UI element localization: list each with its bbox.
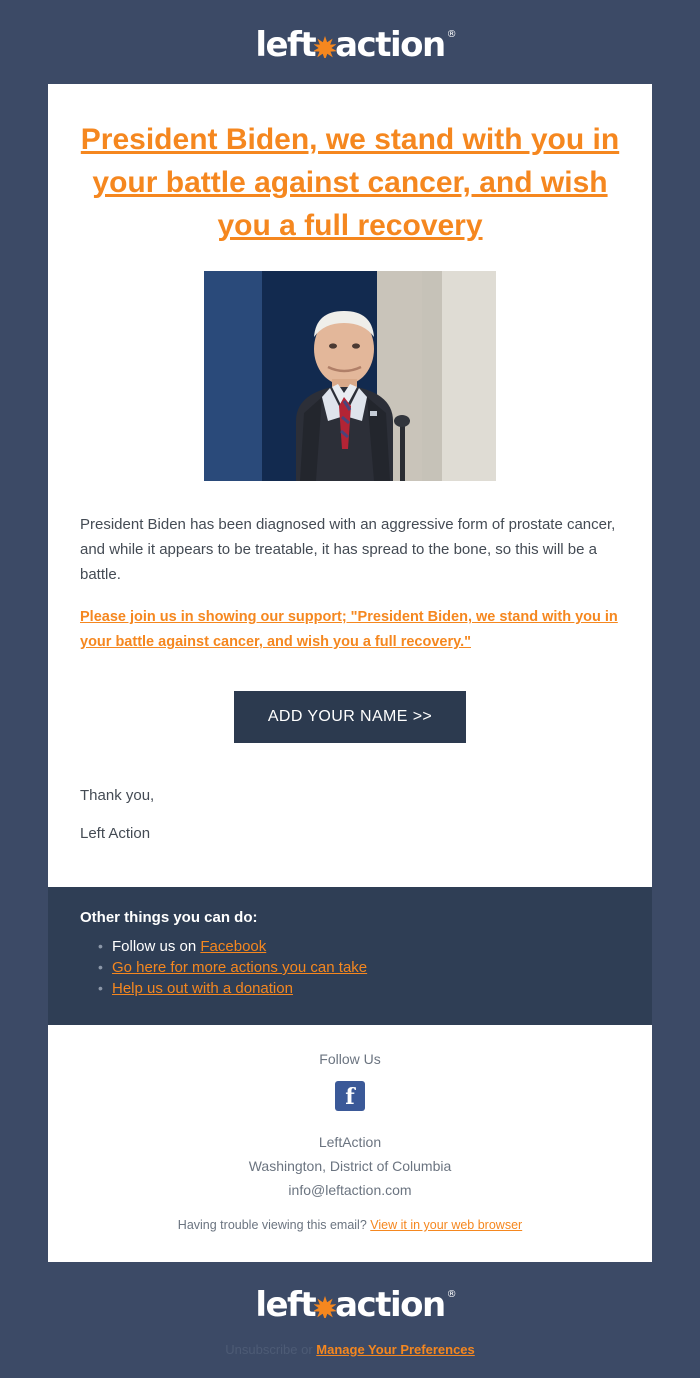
footer-logo	[0, 1262, 700, 1340]
more-actions-link[interactable]: Go here for more actions you can take	[112, 959, 368, 976]
logo-text-left: left	[255, 1285, 316, 1325]
view-in-browser-link[interactable]: View it in your web browser	[370, 1218, 523, 1232]
other-things-panel	[48, 887, 652, 1025]
list-item-prefix: Follow us on	[112, 938, 201, 955]
registered-mark: ®	[446, 1289, 457, 1300]
body-paragraph: President Biden has been diagnosed with an aggressive form of prostate cancer, and while it appears to be treatable, it has spread to the bone, so this will be a battle.	[80, 516, 616, 583]
org-email: info@leftaction.com	[288, 1182, 412, 1198]
signoff-thanks: Thank you,	[80, 787, 155, 804]
logo-text-right: action	[335, 25, 445, 65]
starburst-icon	[314, 36, 336, 58]
add-your-name-button[interactable]: ADD YOUR NAME >>	[234, 691, 466, 743]
headline-link[interactable]: President Biden, we stand with you in your battle against cancer, and wish you a full recovery	[80, 123, 620, 242]
list-item	[98, 936, 620, 957]
header-logo	[0, 0, 700, 84]
manage-preferences-link[interactable]: Manage Your Preferences	[316, 1342, 475, 1357]
other-things-title: Other things you can do:	[80, 909, 258, 926]
ask-block	[48, 587, 652, 655]
org-location: Washington, District of Columbia	[248, 1158, 452, 1174]
unsubscribe-block	[0, 1340, 700, 1378]
logo-text-right: action	[335, 1285, 445, 1325]
unsubscribe-prefix: Unsubscribe or	[225, 1342, 317, 1357]
follow-us-label: Follow Us	[319, 1051, 381, 1067]
other-things-list	[80, 936, 620, 999]
signoff-name: Left Action	[80, 825, 151, 842]
starburst-icon	[314, 1296, 336, 1318]
footer-panel	[48, 1025, 652, 1262]
org-address-block	[48, 1130, 652, 1202]
biden-photo[interactable]	[204, 271, 496, 481]
list-item	[98, 957, 620, 978]
signoff-block	[48, 771, 652, 887]
cta-block	[48, 655, 652, 771]
trouble-viewing-block	[48, 1218, 652, 1232]
org-name: LeftAction	[318, 1134, 382, 1150]
logo-text-left: left	[255, 25, 316, 65]
registered-mark: ®	[446, 29, 457, 40]
donation-link[interactable]: Help us out with a donation	[112, 980, 293, 997]
facebook-glyph: f	[345, 1084, 355, 1110]
ask-link[interactable]: Please join us in showing our support; "President Biden, we stand with you in your battle against cancer, and wish you a full recovery."	[80, 609, 618, 650]
leftaction-logo	[255, 25, 457, 65]
leftaction-logo-bottom	[255, 1285, 457, 1325]
hero-image-block	[48, 253, 652, 496]
facebook-link[interactable]: Facebook	[200, 938, 267, 955]
trouble-text: Having trouble viewing this email?	[177, 1218, 371, 1232]
email-body-card	[48, 84, 652, 887]
list-item	[98, 978, 620, 999]
headline-block	[48, 84, 652, 253]
facebook-icon[interactable]	[335, 1081, 365, 1111]
